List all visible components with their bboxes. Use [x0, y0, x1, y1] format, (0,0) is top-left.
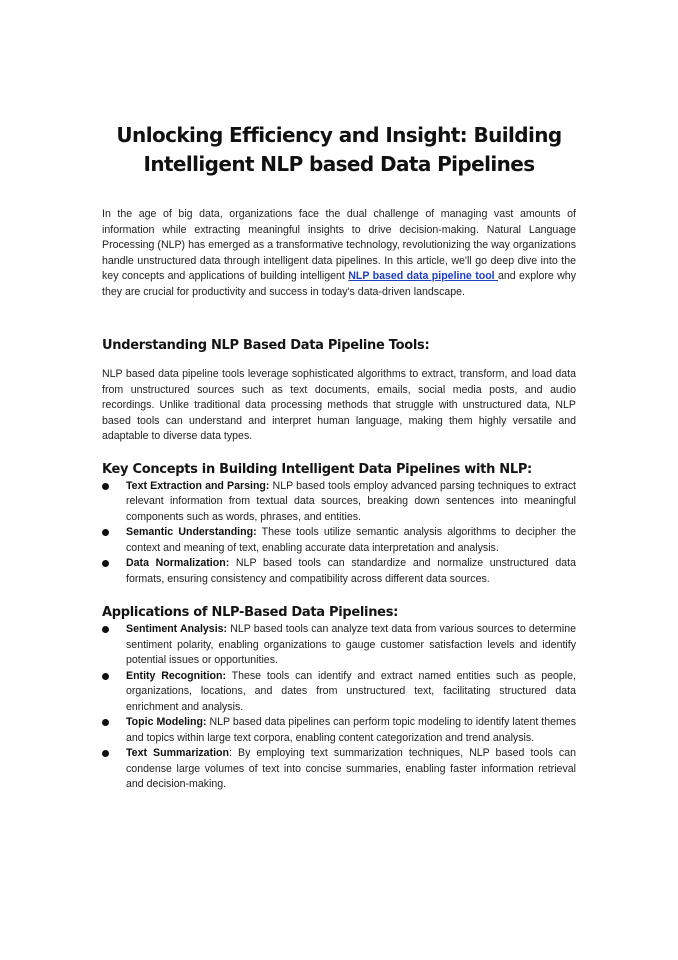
intro-text-start: In the age of big data, organizations face the dual challenge of managing vast amounts of information while extracting meaningful insights to drive decision-making. Natural Language Processing (NLP) has emerged as a transformative technology, revolutionizing the way organizations handle unstructured data through intelligent data pipelines. In this article, we'll go deep dive into the key concepts and applications of building intelligent: [102, 208, 576, 282]
bullet-icon: [102, 626, 109, 633]
concept-term: Text Extraction and Parsing:: [126, 479, 270, 492]
bullet-icon: [102, 719, 109, 726]
concept-description: NLP based tools can standardize and normalize unstructured data formats, ensuring consistency and compatibility across different data sources.: [126, 557, 576, 585]
bullet-icon: [102, 483, 109, 490]
applications-list: [102, 622, 576, 793]
key-concepts-list: [102, 479, 576, 588]
application-item-text-summarization: [102, 746, 576, 793]
application-term: Text Summarization: [126, 747, 229, 759]
application-term: Entity Recognition:: [126, 669, 226, 682]
understanding-paragraph: NLP based data pipeline tools leverage sophisticated algorithms to extract, transform, and load data from unstructured sources such as text documents, emails, social media posts, and audio recordings. Unlike traditional data processing methods that struggle with unstructured data, NLP based tools can understand and interpret human language, making them highly versatile and adaptable to diverse data types.: [102, 368, 576, 442]
nlp-pipeline-tool-link[interactable]: NLP based data pipeline tool: [348, 270, 498, 282]
applications-heading: Applications of NLP-Based Data Pipelines:: [102, 605, 399, 620]
concept-item-semantic-understanding: [102, 525, 576, 556]
concept-term: Semantic Understanding:: [126, 526, 257, 538]
document-title: Unlocking Efficiency and Insight: Building Intelligent NLP based Data Pipelines: [116, 123, 562, 177]
application-item-sentiment-analysis: [102, 622, 576, 669]
concept-description: NLP based tools employ advanced parsing techniques to extract relevant information from textual data sources, breaking down sentences into meaningful components such as words, phrases, and entities.: [126, 479, 576, 523]
intro-text-end: and explore why they are crucial for productivity and success in today's data-driven landscape.: [102, 270, 576, 298]
application-item-topic-modeling: [102, 715, 576, 746]
application-term: Topic Modeling:: [126, 716, 207, 728]
concept-item-text-extraction: [102, 479, 576, 526]
understanding-heading: Understanding NLP Based Data Pipeline Tools:: [102, 338, 430, 353]
application-term: Sentiment Analysis:: [126, 623, 228, 635]
concept-description: These tools utilize semantic analysis algorithms to decipher the context and meaning of text, enabling accurate data interpretation and analysis.: [126, 526, 576, 554]
key-concepts-heading: Key Concepts in Building Intelligent Data Pipelines with NLP:: [102, 461, 532, 477]
concept-item-data-normalization: [102, 556, 576, 587]
application-item-entity-recognition: [102, 669, 576, 716]
bullet-icon: [102, 560, 109, 567]
bullet-icon: [102, 750, 109, 757]
application-description: NLP based tools can analyze text data from various sources to determine sentiment polarity, enabling organizations to gauge customer satisfaction levels and identify potential issues or opportunities.: [126, 623, 576, 666]
document-body: [102, 207, 576, 793]
intro-paragraph: [102, 207, 576, 300]
application-description: : By employing text summarization techniques, NLP based tools can condense large volumes of text into concise summaries, enabling faster information retrieval and decision-making.: [126, 747, 577, 790]
concept-term: Data Normalization:: [126, 557, 230, 569]
application-description: These tools can identify and extract named entities such as people, organizations, locations, and dates from unstructured text, facilitating structured data enrichment and analysis.: [126, 669, 576, 713]
bullet-icon: [102, 529, 109, 536]
bullet-icon: [102, 673, 109, 680]
application-description: NLP based data pipelines can perform topic modeling to identify latent themes and topics within large text corpora, enabling content categorization and trend analysis.: [126, 716, 576, 744]
